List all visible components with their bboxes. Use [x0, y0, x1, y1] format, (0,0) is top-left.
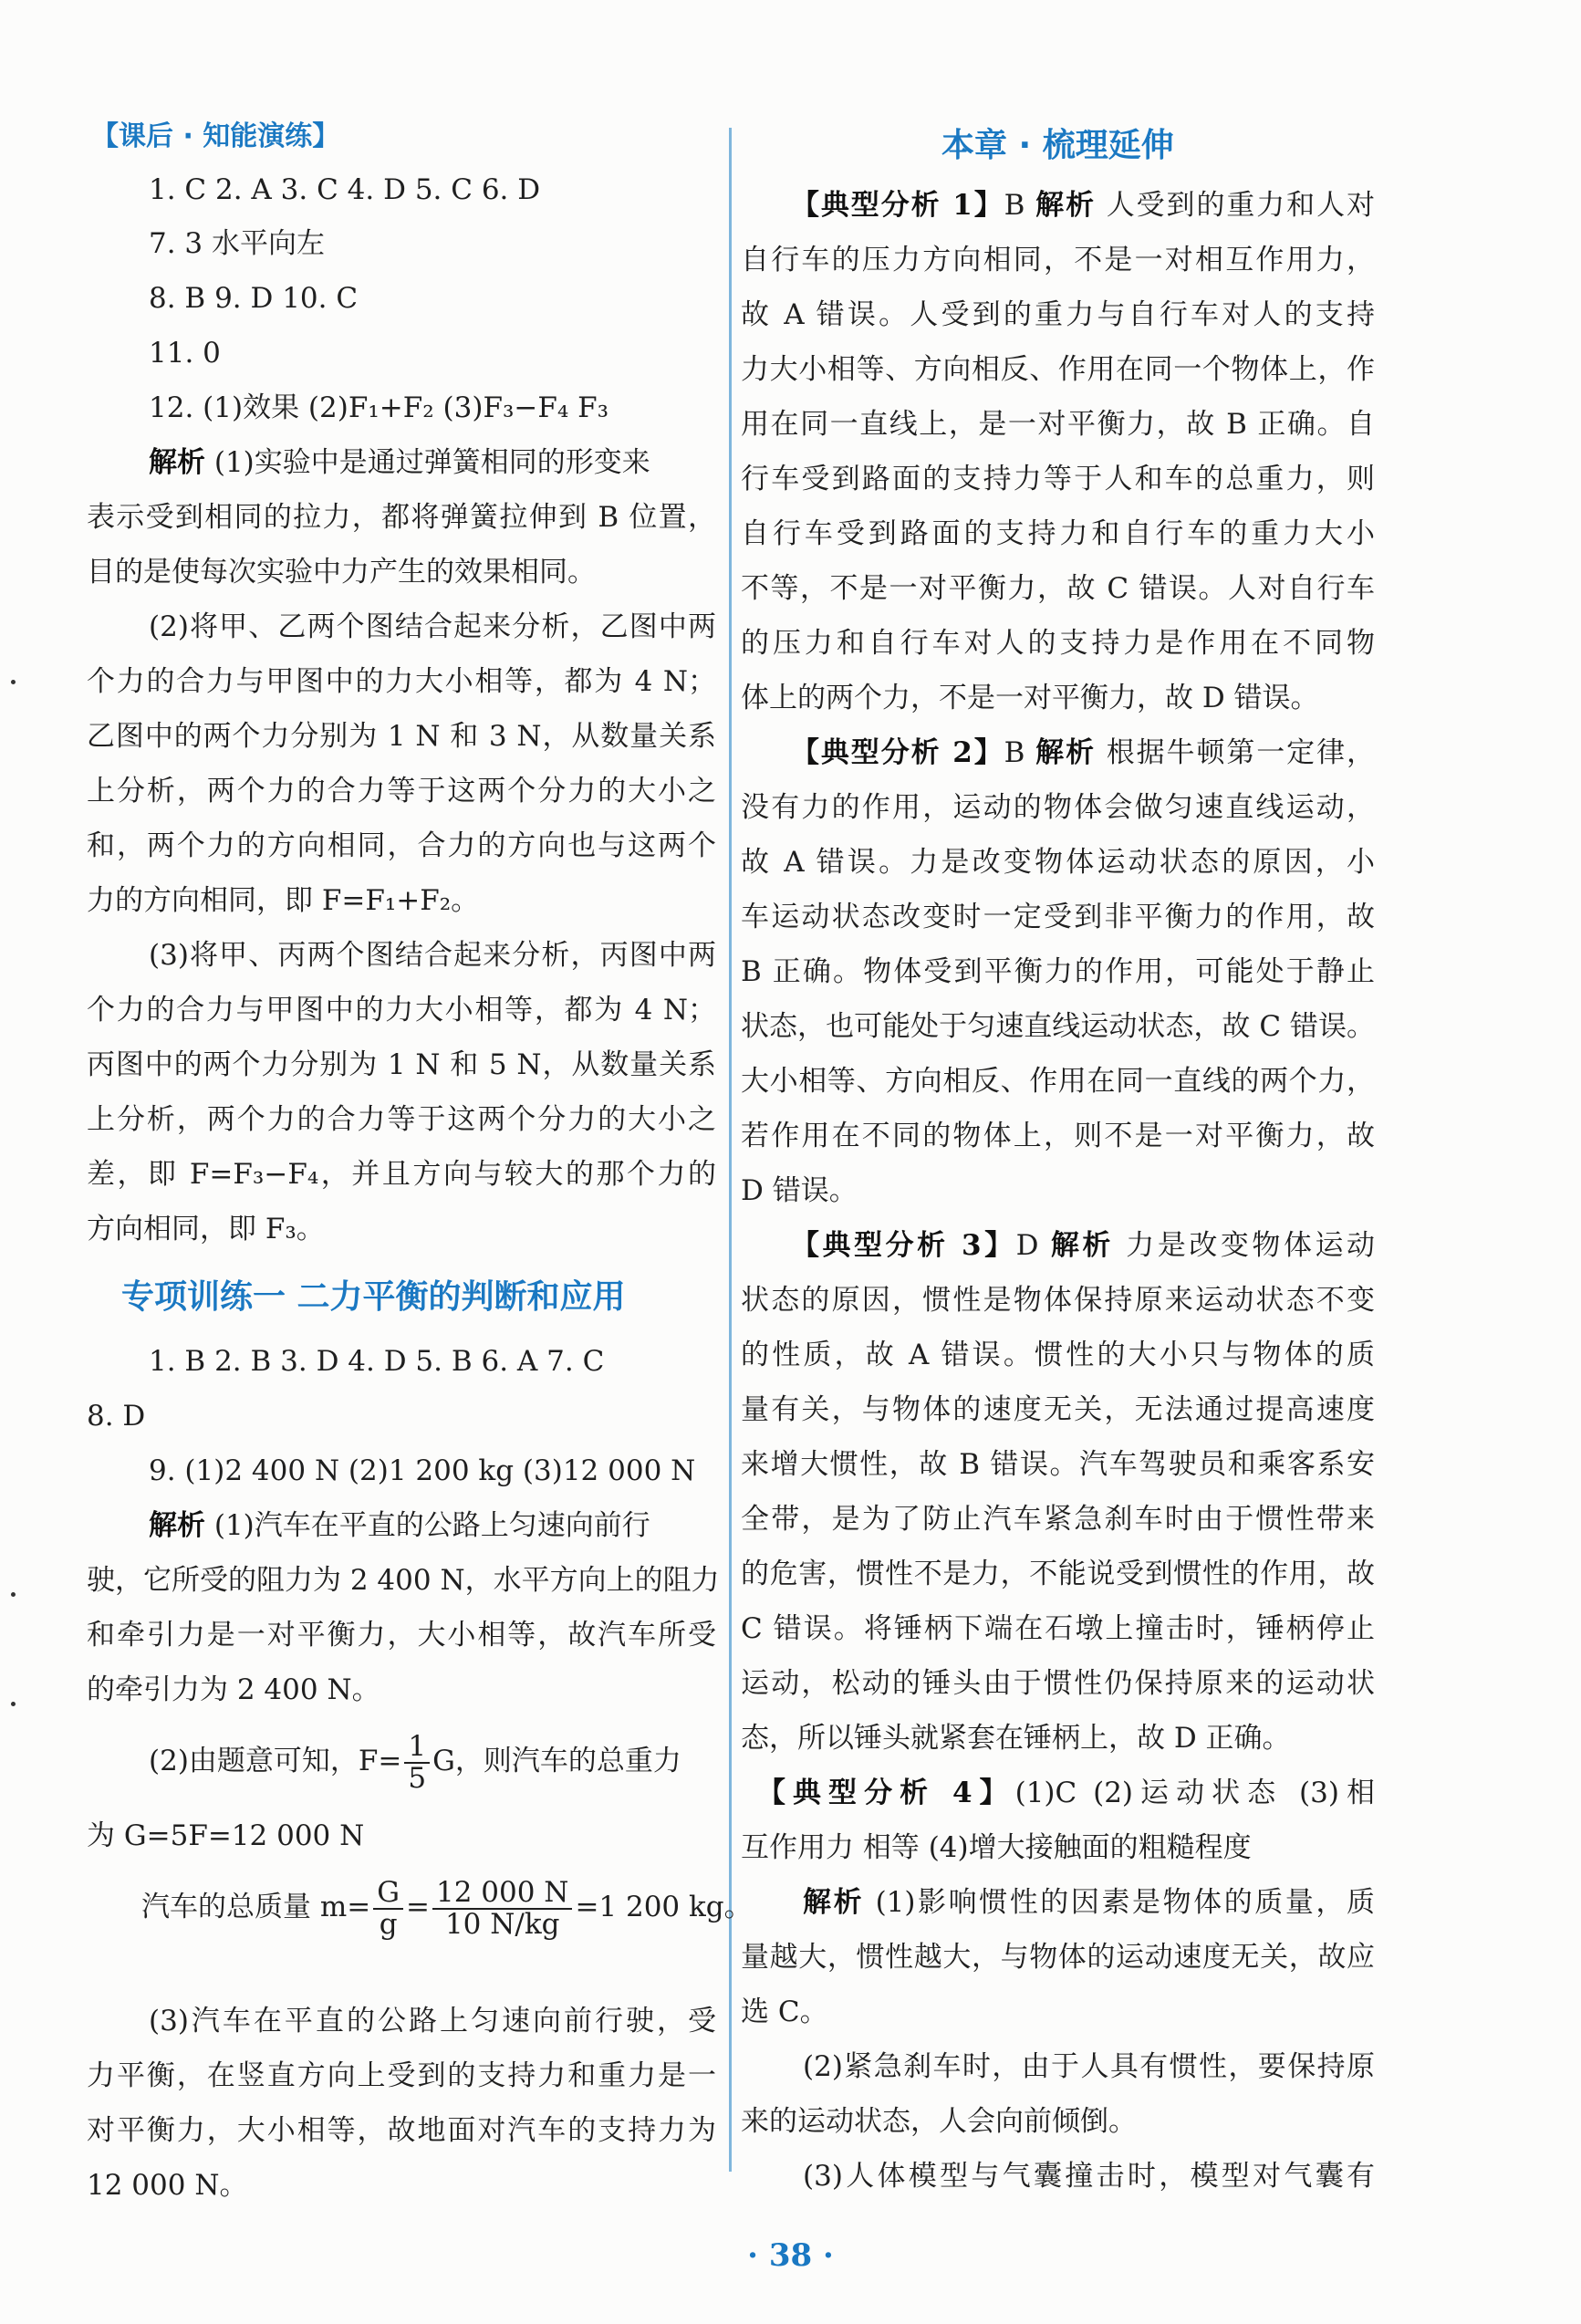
analysis-paragraph-line: 解析 (1)实验中是通过弹簧相同的形变来: [149, 446, 650, 479]
text-line: 选 C。: [741, 1996, 828, 2028]
text-line: 表示受到相同的拉力，都将弹簧拉伸到 B 位置，: [87, 501, 716, 534]
text-line: 全带，是为了防止汽车紧急刹车时由于惯性带来: [741, 1503, 1375, 1536]
text-line: 上分析，两个力的合力等于这两个分力的大小之: [87, 775, 716, 808]
text-line: 体上的两个力，不是一对平衡力，故 D 错误。: [741, 682, 1319, 714]
text-line: 的危害，惯性不是力，不能说受到惯性的作用，故: [741, 1558, 1375, 1590]
analysis-paragraph-line: 【典型分析 4】(1)C (2)运动状态 (3)相: [757, 1777, 1375, 1809]
equation-line: (2)由题意可知，F= $\frac{1}{5}$ G，则汽车的总重力: [149, 1730, 681, 1795]
text-line: D 错误。: [741, 1174, 858, 1207]
scan-speck: [11, 1702, 16, 1706]
analysis-label: 解析: [149, 446, 205, 479]
analysis-paragraph-line: 解析 (1)影响惯性的因素是物体的质量，质: [803, 1886, 1375, 1919]
text-line: C 错误。将锤柄下端在石墩上撞击时，锤柄停止: [741, 1612, 1375, 1645]
text-line: 的性质，故 A 错误。惯性的大小只与物体的质: [741, 1339, 1375, 1371]
text-line: 上分析，两个力的合力等于这两个分力的大小之: [87, 1103, 716, 1136]
answer-line: 1. C 2. A 3. C 4. D 5. C 6. D: [149, 173, 541, 206]
text-line: 个力的合力与甲图中的力大小相等，都为 4 N；: [87, 994, 716, 1027]
text-line: 的压力和自行车对人的支持力是作用在不同物: [741, 627, 1375, 660]
text-line: (3)将甲、丙两个图结合起来分析，丙图中两: [149, 939, 716, 972]
page-number: · 38 ·: [747, 2237, 834, 2274]
text-line: 12 000 N。: [87, 2169, 248, 2202]
answer-line: 7. 3 水平向左: [149, 227, 326, 260]
analysis-paragraph-line: 解析 (1)汽车在平直的公路上匀速向前行: [149, 1509, 650, 1542]
text-line: 故 A 错误。人受到的重力与自行车对人的支持: [741, 298, 1375, 331]
text-line: (2)紧急刹车时，由于人具有惯性，要保持原: [803, 2050, 1375, 2083]
text-line: 驶，它所受的阻力为 2 400 N，水平方向上的阻力: [87, 1564, 720, 1597]
text-line: 态，所以锤头就紧套在锤柄上，故 D 正确。: [741, 1722, 1291, 1755]
text-line: 不等，不是一对平衡力，故 C 错误。人对自行车: [741, 572, 1375, 605]
text-line: 量有关，与物体的速度无关，无法通过提高速度: [741, 1393, 1375, 1426]
scan-speck: [11, 680, 16, 684]
text-line: 力平衡，在竖直方向上受到的支持力和重力是一: [87, 2059, 716, 2092]
text-line: (3)汽车在平直的公路上匀速向前行驶，受: [149, 2005, 716, 2037]
answer-line: 9. (1)2 400 N (2)1 200 kg (3)12 000 N: [149, 1454, 696, 1487]
scan-speck: [11, 1592, 16, 1597]
answer-line: 1. B 2. B 3. D 4. D 5. B 6. A 7. C: [149, 1345, 605, 1378]
equation-line: 为 G=5F=12 000 N: [87, 1819, 365, 1852]
answer-line: 12. (1)效果 (2)F₁+F₂ (3)F₃−F₄ F₃: [149, 391, 609, 424]
bullet-dot-icon: ·: [823, 2237, 834, 2274]
text-line: 目的是使每次实验中力产生的效果相同。: [87, 556, 596, 589]
answer-line: 11. 0: [149, 337, 221, 370]
fraction: $\frac{1}{5}$: [404, 1732, 430, 1793]
text-line: 来的运动状态，人会向前倾倒。: [741, 2105, 1137, 2138]
text-line: 丙图中的两个力分别为 1 N 和 5 N，从数量关系: [87, 1048, 716, 1081]
bullet-dot-icon: ·: [747, 2237, 758, 2274]
equation-line: 汽车的总质量 m= $\frac{G}{g}$ = $\frac{12 000 N}{10 N/kg}$ =1 200 kg。: [141, 1876, 753, 1941]
analysis-label: 解析: [149, 1509, 205, 1542]
text-line: 差，即 F=F₃−F₄，并且方向与较大的那个力的: [87, 1158, 716, 1191]
text-line: 和，两个力的方向相同，合力的方向也与这两个: [87, 829, 716, 862]
analysis-paragraph-line: 【典型分析 1】B 解析 人受到的重力和人对: [791, 189, 1375, 222]
text-line: 的牵引力为 2 400 N。: [87, 1673, 380, 1706]
fraction: $\frac{12 000 N}{10 N/kg}$: [432, 1878, 572, 1939]
analysis-paragraph-line: 【典型分析 2】B 解析 根据牛顿第一定律，: [791, 736, 1375, 769]
text-line: 状态的原因，惯性是物体保持原来运动状态不变: [741, 1284, 1375, 1317]
text-line: 运动，松动的锤头由于惯性仍保持原来的运动状: [741, 1667, 1375, 1700]
chapter-summary-title: 本章 · 梳理延伸: [941, 127, 1174, 164]
text-line: 行车受到路面的支持力等于人和车的总重力，则: [741, 463, 1375, 495]
text-line: 互作用力 相等 (4)增大接触面的粗糙程度: [741, 1831, 1252, 1864]
analysis-paragraph-line: 【典型分析 3】D 解析 力是改变物体运动: [791, 1229, 1375, 1262]
answer-line: 8. D: [87, 1400, 146, 1433]
text-line: 自行车的压力方向相同，不是一对相互作用力，: [741, 244, 1375, 276]
fraction: $\frac{G}{g}$: [373, 1878, 403, 1939]
text-line: (2)将甲、乙两个图结合起来分析，乙图中两: [149, 610, 716, 643]
text-line: 没有力的作用，运动的物体会做匀速直线运动，: [741, 791, 1375, 824]
text-line: 若作用在不同的物体上，则不是一对平衡力，故: [741, 1120, 1375, 1152]
text-line: 状态，也可能处于匀速直线运动状态，故 C 错误。: [741, 1010, 1375, 1043]
answer-line: 8. B 9. D 10. C: [149, 282, 359, 315]
text-line: 故 A 错误。力是改变物体运动状态的原因，小: [741, 846, 1375, 879]
text-line: 力大小相等、方向相反、作用在同一个物体上，作: [741, 353, 1375, 386]
text-line: 对平衡力，大小相等，故地面对汽车的支持力为: [87, 2114, 716, 2147]
text-line: 力的方向相同，即 F=F₁+F₂。: [87, 884, 480, 917]
text-line: 用在同一直线上，是一对平衡力，故 B 正确。自: [741, 408, 1375, 441]
section-header-after-class: 【课后 · 知能演练】: [91, 120, 340, 152]
text-line: 乙图中的两个力分别为 1 N 和 3 N，从数量关系: [87, 720, 716, 753]
text-line: 车运动状态改变时一定受到非平衡力的作用，故: [741, 901, 1375, 933]
special-training-title: 专项训练一 二力平衡的判断和应用: [121, 1278, 626, 1316]
text-line: 个力的合力与甲图中的力大小相等，都为 4 N；: [87, 665, 716, 698]
text-line: 自行车受到路面的支持力和自行车的重力大小: [741, 517, 1375, 550]
text-line: 和牵引力是一对平衡力，大小相等，故汽车所受: [87, 1619, 716, 1652]
text-line: 量越大，惯性越大，与物体的运动速度无关，故应: [741, 1941, 1375, 1974]
text-line: (3)人体模型与气囊撞击时，模型对气囊有: [803, 2160, 1375, 2193]
text-line: B 正确。物体受到平衡力的作用，可能处于静止: [741, 955, 1375, 988]
text-line: 来增大惯性，故 B 错误。汽车驾驶员和乘客系安: [741, 1448, 1375, 1481]
text-line: 方向相同，即 F₃。: [87, 1213, 325, 1245]
text-line: 大小相等、方向相反、作用在同一直线的两个力，: [741, 1065, 1375, 1098]
column-divider: [729, 128, 732, 2172]
